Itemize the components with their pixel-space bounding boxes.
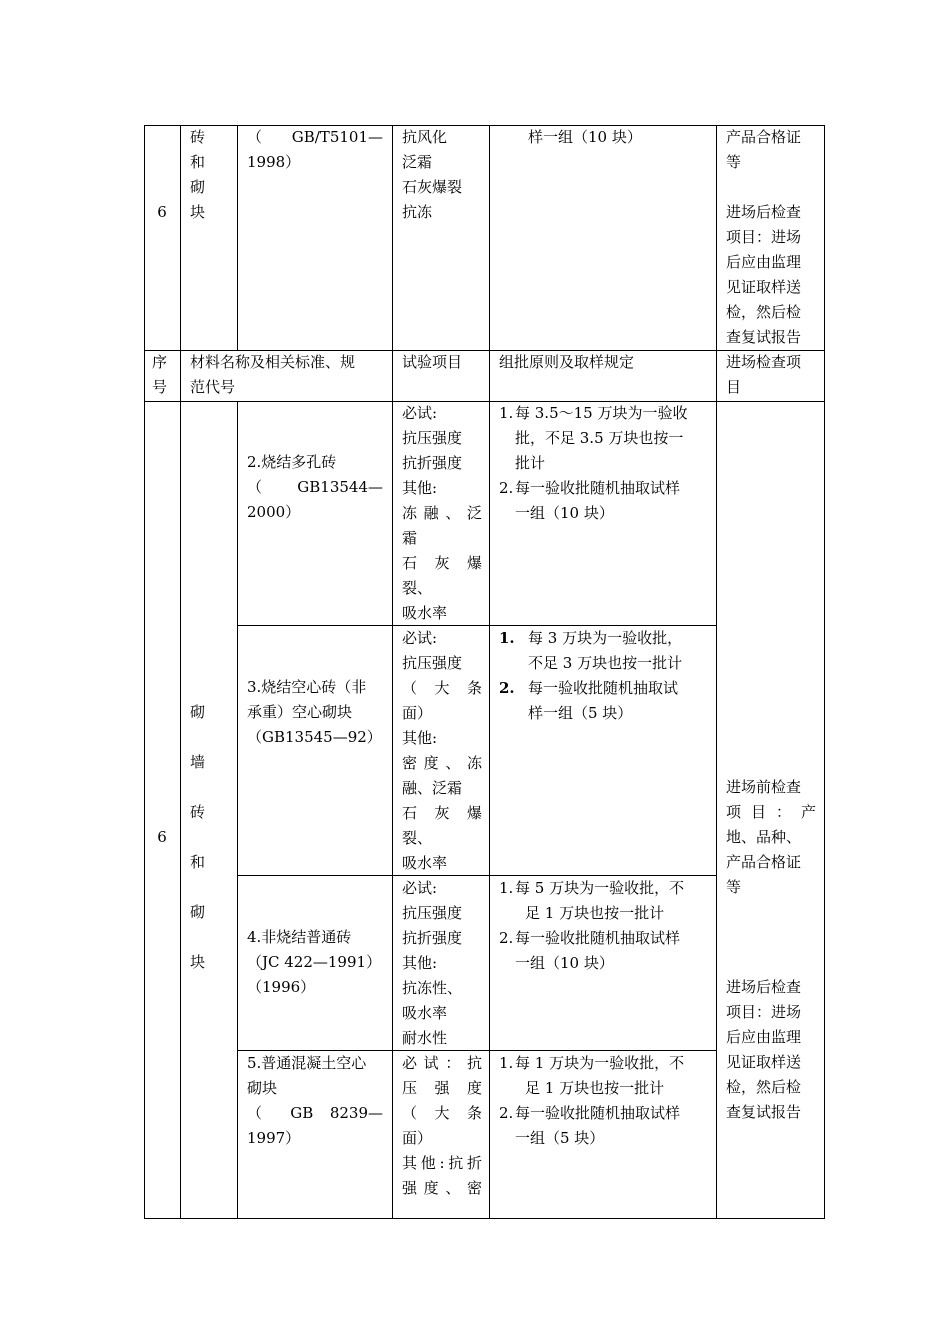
header-entry-check: 进场检查项 目 [726,353,802,396]
group-category-cell: 砌 墙 砖 和 砌 块 [190,703,206,971]
batch-rule-cell: 样一组（10 块） [528,128,642,146]
header-seq: 序 号 [152,353,168,396]
entry-check-cell: 产品合格证 等 进场后检查 项目：进场 后应由监理 见证取样送 检，然后检 查复试报告 [726,128,802,346]
header-material-name: 材料名称及相关标准、规 范代号 [190,353,356,396]
list-item: 2. 每一验收批随机抽取试样 一组（10 块） [499,929,681,972]
standard-cell: （ GB/T5101— 1998） [247,128,383,171]
list-item: 2. 每一验收批随机抽取试样 一组（5 块） [499,1104,681,1147]
header-test-items: 试验项目 [402,353,463,371]
item-batch-cell [491,1051,713,1151]
item-test-cell: 必 试 ： 抗 压 强 度 （ 大 条 面） 其他:抗折 强 度 、 密 [402,1054,482,1197]
list-item: 2. 每一验收批随机抽取试 样一组（5 块） [499,679,679,722]
test-items-cell: 抗风化 泛霜 石灰爆裂 抗冻 [402,128,463,221]
seq-cell: 6 [157,203,167,221]
item-standard-cell: 3.烧结空心砖（非 承重）空心砌块 （GB13545—92） [247,678,382,746]
item-test-cell: 必试: 抗压强度 抗折强度 其他: 冻 融 、 泛 霜 石 灰 爆 裂、 吸水率 [402,404,482,622]
group-entry-check-cell: 进场前检查 项 目 ： 产 地、品种、 产品合格证 等 进场后检查 项目：进场 后应由监理 见证取样送 检，然后检 查复试报告 [726,778,816,1121]
group-seq-cell: 6 [157,828,167,846]
item-standard-cell: 5.普通混凝土空心 砌块 （ GB 8239— 1997） [247,1054,383,1147]
item-batch-cell [491,876,713,976]
list-item: 1. 每 3 万块为一验收批， 不足 3 万块也按一批计 [499,629,683,672]
item-batch-cell [491,401,713,526]
list-item: 2. 每一验收批随机抽取试样 一组（10 块） [499,479,681,522]
list-item: 1. 每 5 万块为一验收批，不 足 1 万块也按一批计 [499,879,685,922]
item-test-cell: 必试: 抗压强度 （ 大 条 面） 其他: 密 度 、 冻 融、泛霜 石 灰 爆 裂、 吸水率 [402,629,482,872]
item-batch-cell [491,626,713,726]
item-standard-cell: 4.非烧结普通砖 （JC 422—1991） （1996） [247,928,382,996]
list-item: 1. 每 3.5～15 万块为一验收 批，不足 3.5 万块也按一 批计 [499,404,688,472]
header-batch-rule: 组批原则及取样规定 [499,353,635,371]
list-item: 1. 每 1 万块为一验收批，不 足 1 万块也按一批计 [499,1054,685,1097]
item-test-cell: 必试: 抗压强度 抗折强度 其他: 抗冻性、 吸水率 耐水性 [402,879,463,1047]
item-standard-cell: 2.烧结多孔砖 （ GB13544— 2000） [247,453,383,521]
material-name-cell: 砖 和 砌 块 [190,128,206,221]
